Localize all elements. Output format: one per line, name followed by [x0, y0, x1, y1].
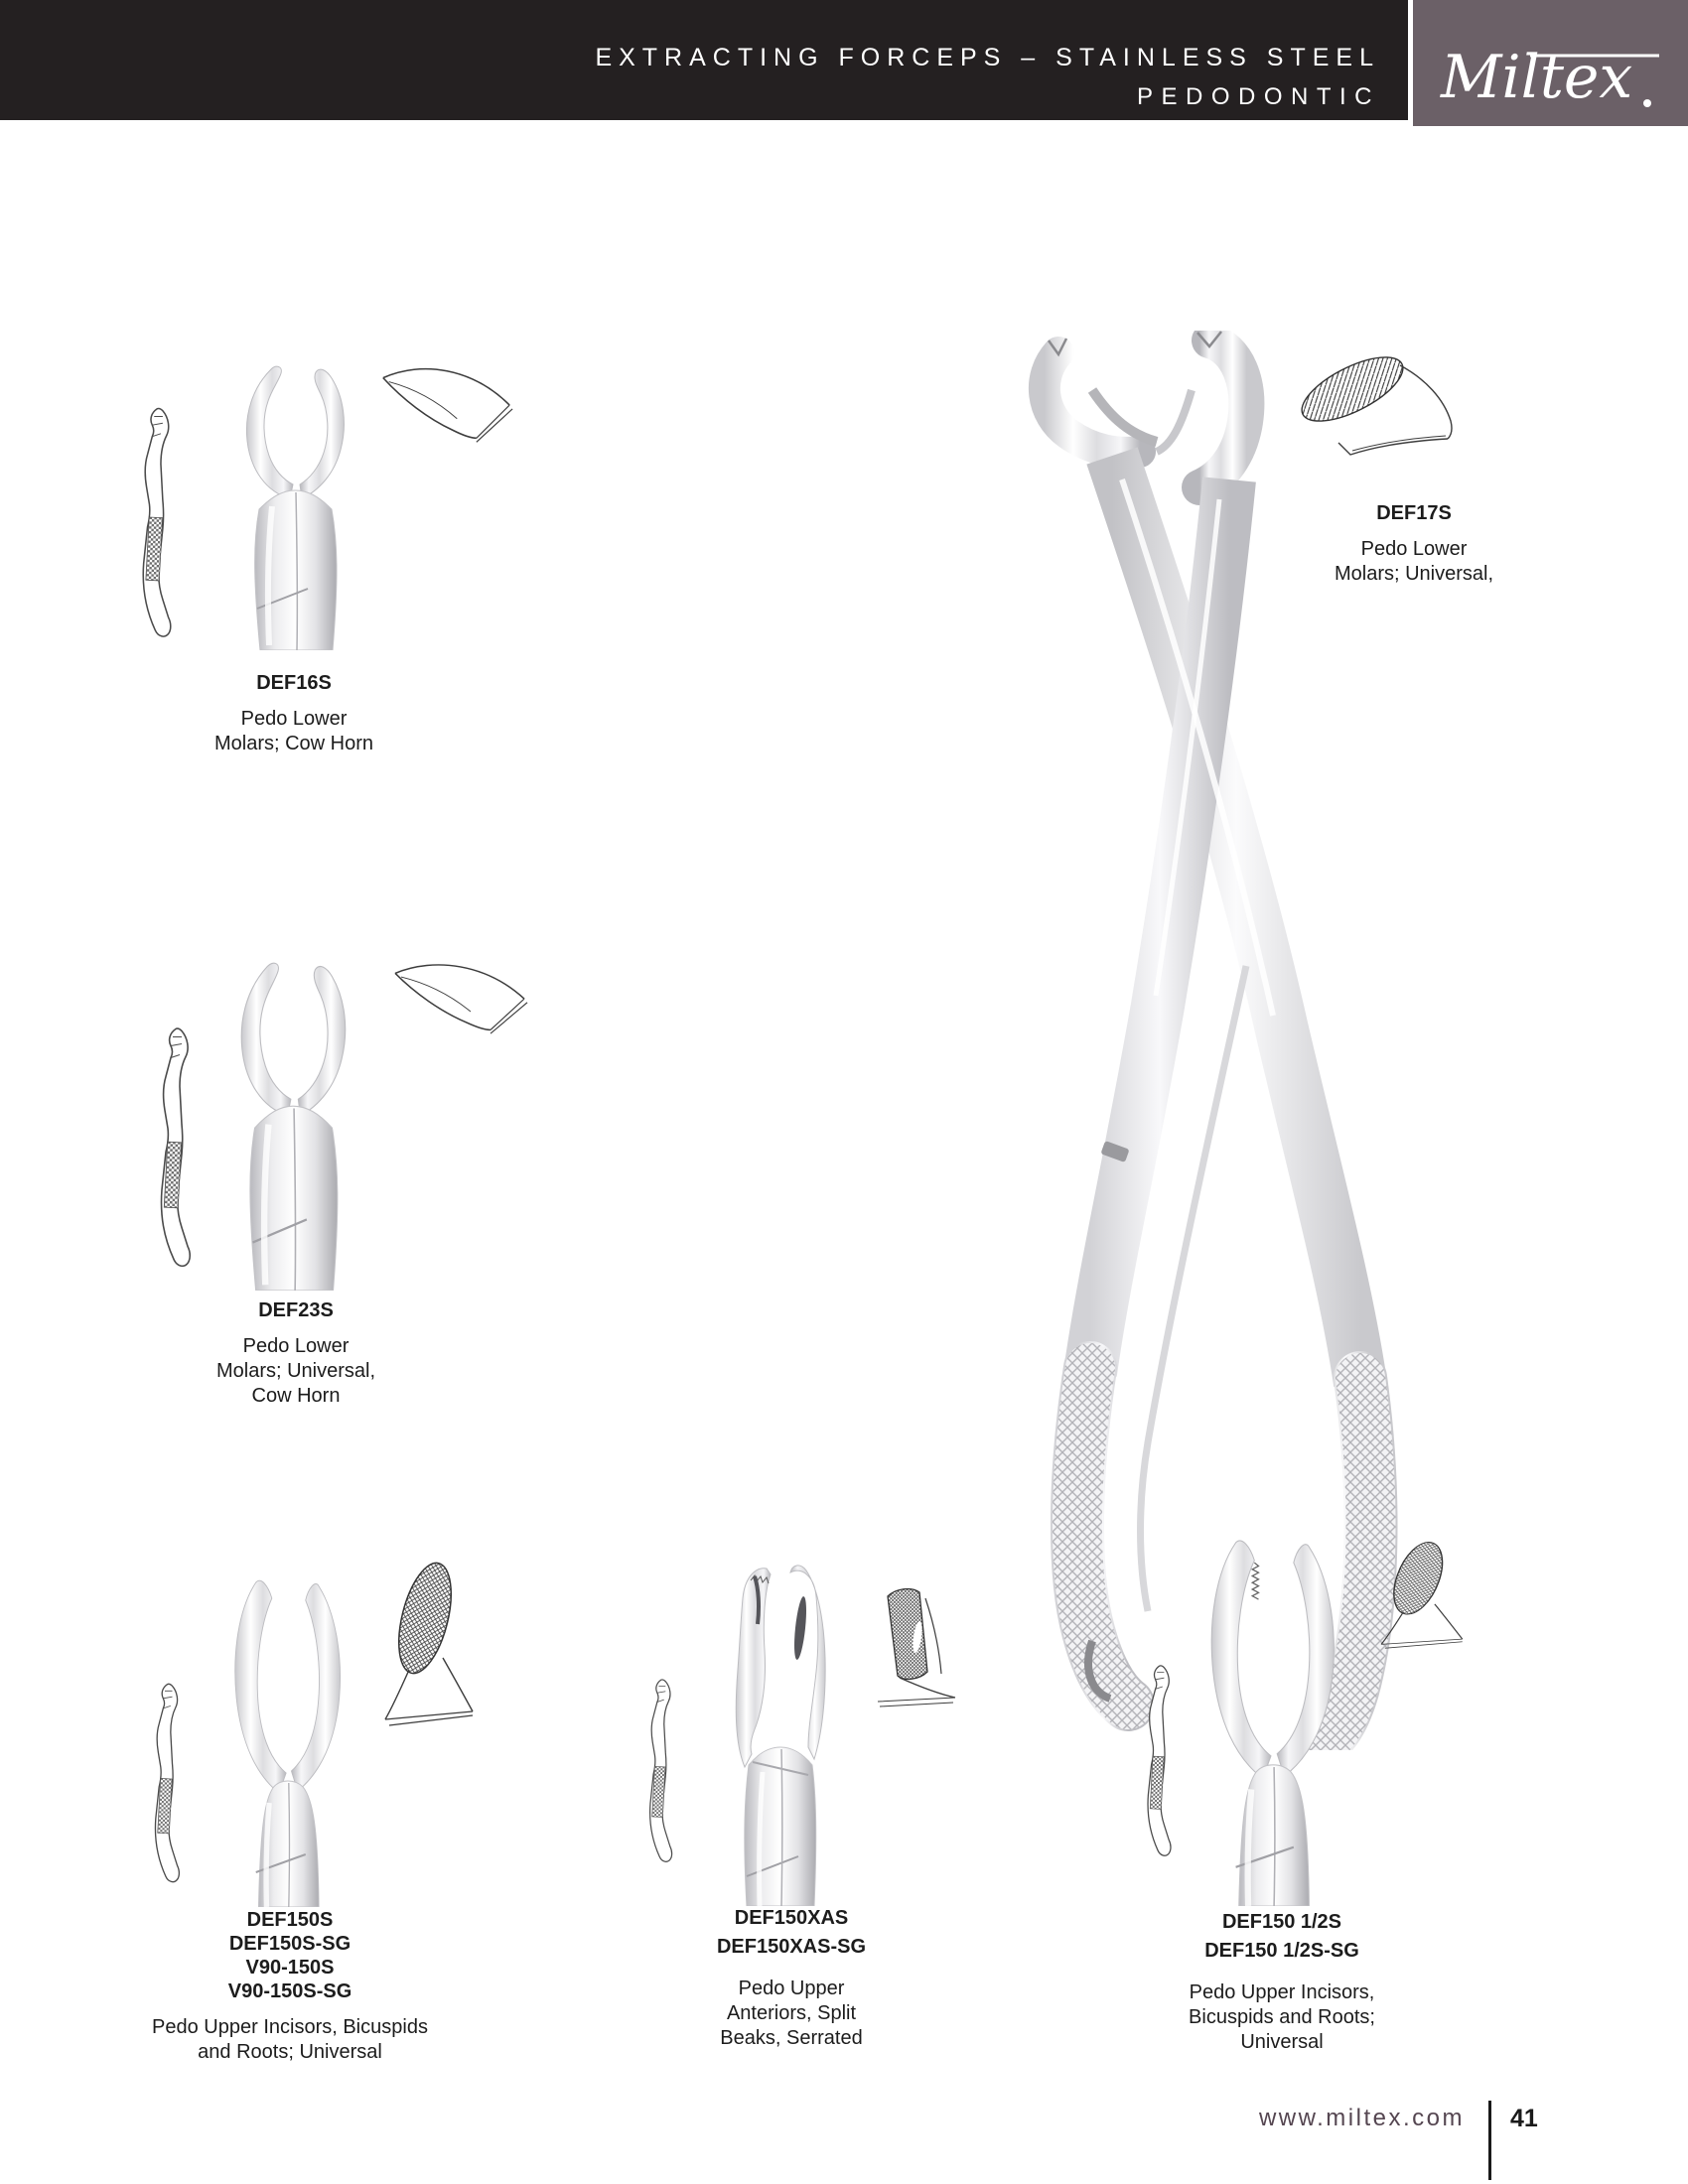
product-def16s [109, 338, 546, 774]
description-line: Cow Horn [251, 1385, 341, 1407]
page-subtitle: PEDODONTIC [1136, 83, 1380, 110]
def150s-outline-icon [145, 1678, 195, 1891]
universal-jaws-icon [235, 1580, 341, 1907]
description-line: Beaks, Serrated [720, 2027, 863, 2049]
serrated-pad-beak-icon [1381, 1539, 1463, 1648]
brand-logo-block [1413, 0, 1688, 126]
def16s-photo [220, 347, 369, 650]
product-description [1255, 537, 1573, 587]
header-bar [0, 0, 1408, 120]
def150half-beak-inset-icon [1370, 1537, 1472, 1660]
instrument-outline-icon [155, 1684, 179, 1881]
serrated-pad-beak-icon [878, 1589, 955, 1706]
product-label-def150xas [633, 1904, 950, 2051]
instrument-outline-icon [162, 1028, 191, 1266]
page-title: EXTRACTING FORCEPS – STAINLESS STEEL [595, 44, 1380, 71]
product-description [633, 1977, 950, 2051]
instrument-outline-icon [650, 1680, 672, 1861]
product-def23s [139, 933, 576, 1407]
description-line: Pedo Lower [242, 1335, 350, 1357]
serrated-beak-profile-icon [1293, 344, 1452, 455]
def23s-beak-inset-icon [387, 955, 531, 1046]
def23s-outline-icon [149, 1023, 209, 1276]
footer-divider [1488, 2101, 1491, 2180]
product-label-def150half [1123, 1908, 1441, 2055]
product-description [131, 2015, 449, 2065]
product-def150half [1112, 1529, 1569, 2105]
def150xas-photo [725, 1559, 836, 1906]
product-code: DEF17S [1376, 502, 1452, 524]
def150s-beak-inset-icon [373, 1555, 483, 1743]
footer-website: www.miltex.com [1258, 2105, 1465, 2131]
product-code: DEF150XAS-SG [716, 1936, 867, 1958]
def150half-photo [1195, 1534, 1349, 1906]
product-code: DEF16S [256, 672, 332, 694]
def17s-beak-inset-icon [1289, 338, 1456, 465]
product-code: DEF150XAS [734, 1907, 849, 1929]
cow-horn-jaws-icon [241, 963, 346, 1291]
description-line: Molars; Cow Horn [213, 733, 374, 754]
description-line: Pedo Upper Incisors, Bicuspids [152, 2016, 428, 2038]
description-line: Anteriors, Split [726, 2002, 857, 2024]
page-number: 41 [1510, 2105, 1538, 2132]
product-code: DEF150S-SG [228, 1933, 352, 1955]
product-code: DEF150 1/2S [1221, 1911, 1342, 1933]
description-line: Molars; Universal, [1334, 563, 1494, 585]
description-line: Molars; Universal, [215, 1360, 376, 1382]
def16s-outline-icon [127, 405, 193, 643]
description-line: Pedo Lower [240, 708, 348, 730]
product-code: DEF150 1/2S-SG [1204, 1940, 1359, 1962]
product-description [1123, 1980, 1441, 2055]
product-code: V90-150S-SG [227, 1980, 352, 2002]
description-line: Bicuspids and Roots; [1189, 2006, 1375, 2028]
logo-text: Miltex [1441, 43, 1633, 112]
instrument-outline-icon [143, 408, 171, 636]
product-code: DEF150S [246, 1909, 334, 1931]
def16s-beak-inset-icon [375, 355, 516, 459]
product-code: V90-150S [245, 1957, 335, 1979]
def150half-outline-icon [1138, 1650, 1186, 1874]
instrument-outline-icon [1148, 1666, 1171, 1855]
miltex-logo-icon [1413, 0, 1688, 126]
product-description [135, 707, 453, 756]
description-line: and Roots; Universal [198, 2041, 382, 2063]
split-beak-jaws-icon [736, 1566, 825, 1906]
cow-horn-jaws-icon [246, 366, 344, 650]
product-label-def23s [137, 1298, 455, 1409]
universal-serrated-jaws-icon [1211, 1541, 1334, 1906]
serrated-pad-beak-icon [385, 1558, 473, 1725]
product-label-def16s [135, 671, 453, 756]
description-line: Pedo Upper [738, 1978, 845, 1999]
def150xas-outline-icon [640, 1670, 686, 1874]
product-code: DEF23S [258, 1299, 334, 1321]
beak-profile-icon [383, 369, 512, 443]
description-line: Pedo Lower [1360, 538, 1468, 560]
def150s-photo [220, 1574, 353, 1907]
description-line: Universal [1240, 2031, 1324, 2053]
registered-mark-icon [1643, 99, 1651, 107]
product-description [137, 1334, 455, 1409]
product-def150xas [616, 1529, 1033, 2105]
product-label-def17s [1255, 501, 1573, 587]
description-line: Pedo Upper Incisors, [1189, 1981, 1375, 2003]
product-label-def150s [131, 1908, 449, 2065]
def150xas-beak-inset-icon [868, 1582, 963, 1716]
def23s-photo [213, 941, 372, 1291]
beak-profile-icon [395, 965, 527, 1033]
product-def150s [119, 1529, 536, 2105]
